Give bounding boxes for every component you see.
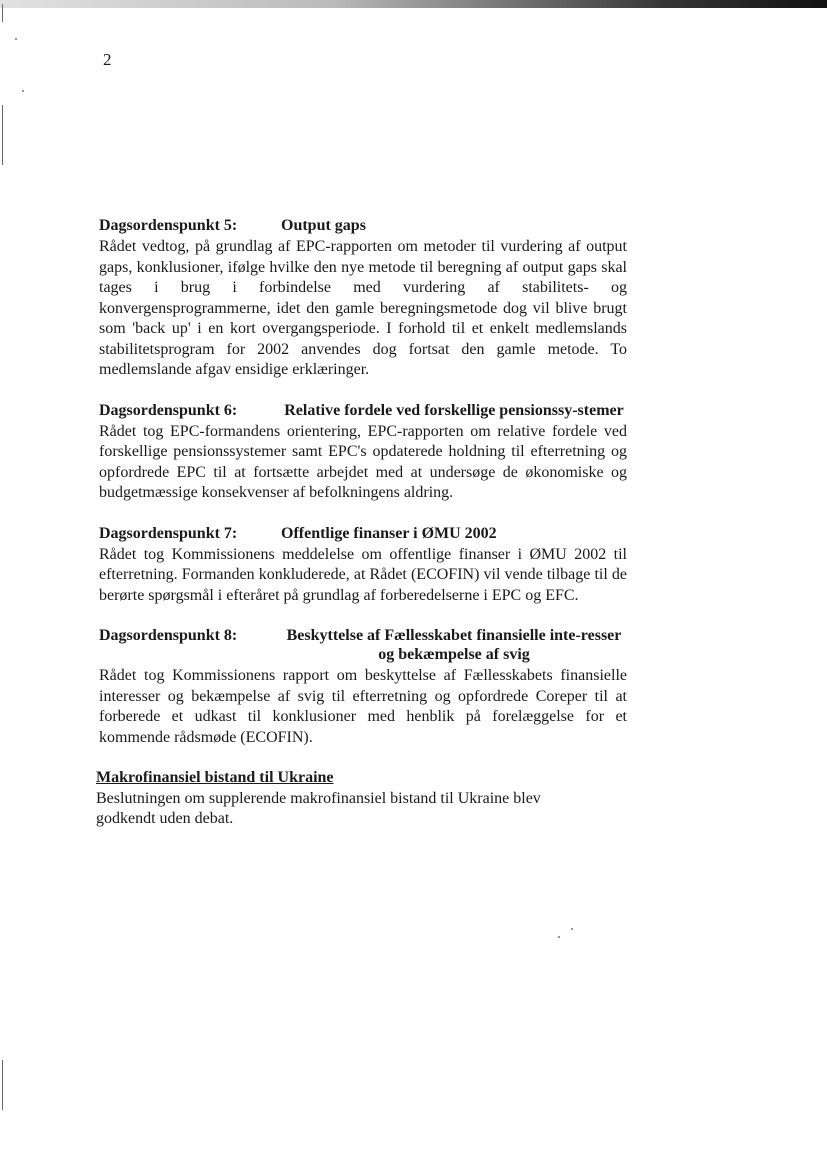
- agenda-item: [99, 401, 627, 504]
- agenda-item-number: Dagsordenspunkt 7:: [99, 524, 238, 542]
- agenda-item: [99, 216, 627, 381]
- agenda-item-body: Rådet tog Kommissionens rapport om beskyttelse af Fællesskabets finansielle interesser og bekæmpelse af svig til efterretning og opfordrede Coreper til at forberede et udkast til konklusioner med henblik på forelæggelse for et kommende rådsmøde (ECOFIN).: [99, 667, 627, 746]
- agenda-item-header: [99, 626, 627, 664]
- agenda-item-title: Output gaps: [281, 217, 366, 234]
- scan-speck: [15, 38, 17, 40]
- section-heading: Makrofinansiel bistand til Ukraine: [96, 769, 334, 786]
- scan-speck: [22, 90, 24, 92]
- agenda-item-header: [99, 524, 627, 543]
- document-body: [96, 216, 627, 830]
- section-body: Beslutningen om supplerende makrofinansiel bistand til Ukraine blev godkendt uden debat.: [96, 789, 541, 827]
- agenda-item-body: Rådet vedtog, på grundlag af EPC-rapporten om metoder til vurdering af output gaps, konklusioner, ifølge hvilke den nye metode til beregning af output gaps skal tages i brug i forbindelse med vurdering af stabilitets- og konvergensprogrammerne, idet den gamle beregningsmetode dog vil blive brugt som 'back up' i en kort overgangsperiode. I forhold til et enkelt medlemslands stabilitetsprogram for 2002 anvendes dog fortsat den gamle metode. To medlemslande afgav ensidige erklæringer.: [99, 238, 627, 378]
- scan-left-edge-mark: [2, 1060, 3, 1110]
- agenda-item: [99, 626, 627, 748]
- scan-speck: [558, 936, 560, 938]
- agenda-item-body: Rådet tog EPC-formandens orientering, EPC-rapporten om relative fordele ved forskellige pensionssystemer samt EPC's opdaterede holdning til efterretning og opfordrede EPC til at fortsætte arbejdet med at undersøge de økonomiske og budgetmæssige konsekvenser af befolkningens aldring.: [99, 422, 627, 501]
- agenda-item-title: Offentlige finanser i ØMU 2002: [281, 524, 497, 542]
- page-number: 2: [103, 50, 112, 69]
- scan-left-edge-mark: [2, 105, 3, 165]
- agenda-item-number: Dagsordenspunkt 8:: [99, 627, 238, 644]
- agenda-item: [99, 524, 627, 607]
- scan-top-edge: [0, 0, 827, 8]
- agenda-item-number: Dagsordenspunkt 5:: [99, 217, 238, 234]
- agenda-item-body: Rådet tog Kommissionens meddelelse om offentlige finanser i ØMU 2002 til efterretning. Formanden konkluderede, at Rådet (ECOFIN) vil vende tilbage til de berørte spørgsmål i efteråret på grundlag af forberedelserne i EPC og EFC.: [99, 545, 627, 604]
- scan-left-edge-mark: [2, 4, 3, 22]
- agenda-item-title: Beskyttelse af Fællesskabet finansielle inte-resser og bekæmpelse af svig: [286, 627, 622, 663]
- agenda-item-title: Relative fordele ved forskellige pensionssy-stemer: [284, 401, 624, 419]
- scan-speck: [571, 928, 573, 930]
- agenda-item-header: [99, 216, 627, 235]
- agenda-item-number: Dagsordenspunkt 6:: [99, 401, 238, 419]
- agenda-item-header: [99, 401, 627, 420]
